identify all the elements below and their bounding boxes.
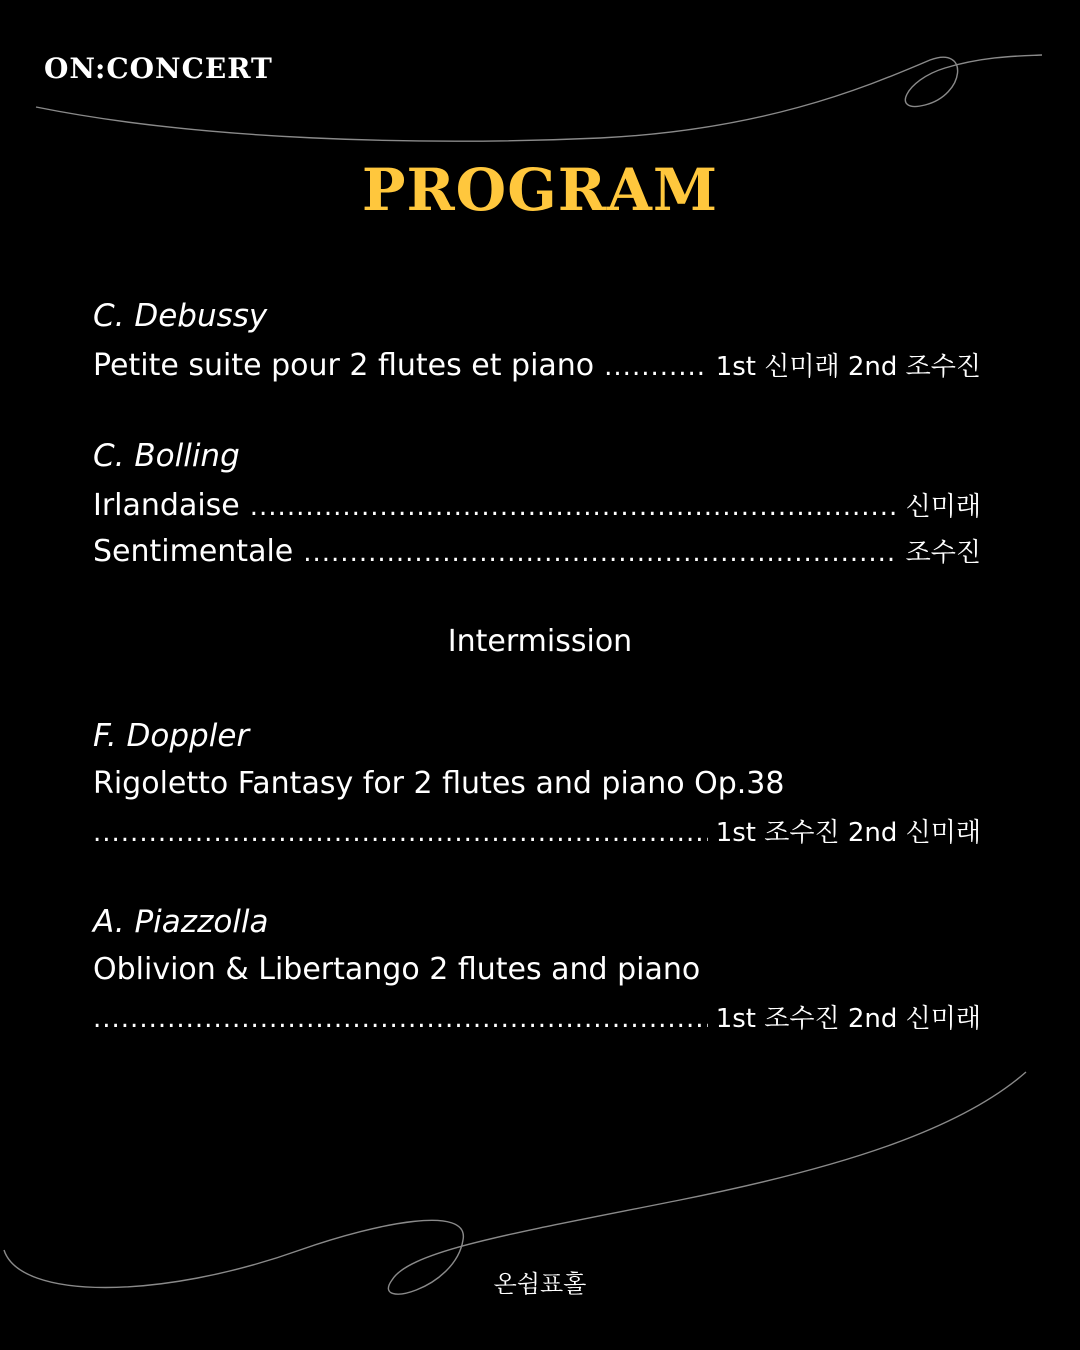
performer-names: 1st 신미래 2nd 조수진 — [715, 352, 981, 382]
leader-dots — [93, 818, 708, 848]
intermission-label: Intermission — [447, 624, 633, 659]
program-entry — [93, 532, 981, 569]
leader-dots — [604, 352, 708, 382]
performer-names: 신미래 — [905, 492, 981, 522]
program-entry — [93, 346, 981, 383]
composer-name: C. Bolling — [93, 438, 240, 474]
program-entry — [93, 486, 981, 523]
piece-title: Irlandaise — [93, 488, 240, 523]
program-entry — [93, 998, 981, 1035]
composer-name: A. Piazzolla — [93, 904, 269, 940]
piece-title: Sentimentale — [93, 534, 294, 569]
piece-title: Oblivion & Libertango 2 flutes and piano — [93, 952, 701, 987]
venue-name: 온쉼표홀 — [493, 1270, 587, 1298]
leader-dots — [250, 492, 898, 522]
composer-name: F. Doppler — [93, 718, 250, 754]
piece-title: Rigoletto Fantasy for 2 flutes and piano Op.38 — [93, 766, 785, 801]
piece-title: Petite suite pour 2 flutes et piano — [93, 348, 595, 383]
brand-logo: ON:CONCERT — [44, 52, 273, 85]
leader-dots — [93, 1004, 708, 1034]
performer-names: 1st 조수진 2nd 신미래 — [715, 818, 981, 848]
page-title: PROGRAM — [361, 156, 719, 224]
performer-names: 1st 조수진 2nd 신미래 — [715, 1004, 981, 1034]
performer-names: 조수진 — [905, 538, 981, 568]
composer-name: C. Debussy — [93, 298, 268, 334]
leader-dots — [303, 538, 897, 568]
program-entry — [93, 812, 981, 849]
